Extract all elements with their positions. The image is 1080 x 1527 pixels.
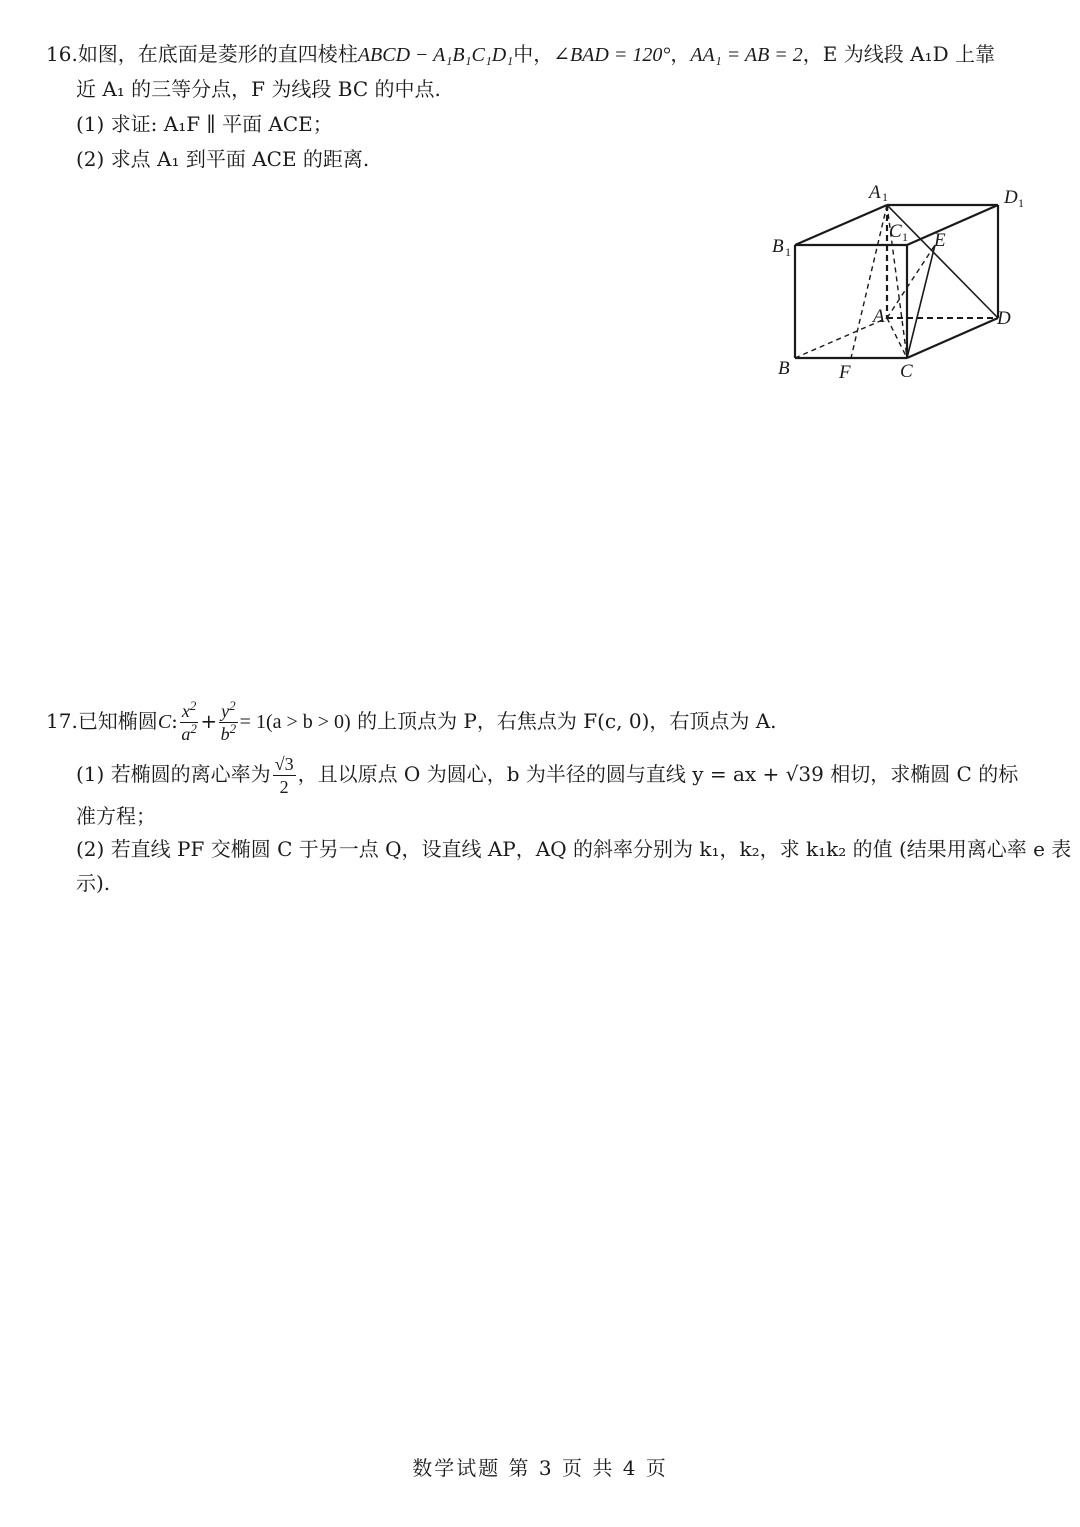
problem-17-part-2-text-b: 示). <box>76 871 111 895</box>
problem-16-part-1-text: (1) 求证: A₁F ∥ 平面 ACE； <box>76 112 333 136</box>
label-b: B <box>778 358 790 379</box>
label-c1: C <box>889 221 902 242</box>
problem-17-number: 17. <box>46 709 78 733</box>
segment-a1-d <box>887 205 998 318</box>
problem-16-stem-line-2: 近 A₁ 的三等分点，F 为线段 BC 的中点. <box>76 77 441 101</box>
problem-17-line-1: 17.已知椭圆C: $\frac{x^2}{a^2}$ + $\frac{y^2}{b^2}$ = 1(a > b > 0) 的上顶点为 P，右焦点为 F(c, 0)，右顶点为 A. <box>46 698 777 744</box>
problem-17-part-1-line-1 <box>76 750 1018 798</box>
page-footer: 数学试题 第 3 页 共 4 页 <box>412 1456 668 1480</box>
problem-16-line-2 <box>76 77 441 101</box>
label-c1-sub: 1 <box>902 230 908 244</box>
label-d: D <box>997 308 1011 329</box>
segment-a-e <box>887 245 935 318</box>
problem-16-number: 16. <box>46 42 78 66</box>
length-condition: AA₁ = AB = 2 <box>690 44 803 66</box>
edge-c-d <box>907 318 998 358</box>
ellipse-name: C <box>157 711 172 733</box>
angle-condition: ∠BAD = 120° <box>553 44 671 66</box>
problem-17-part-1-text-c: 准方程； <box>76 804 156 828</box>
problem-16-part-1 <box>76 112 333 136</box>
problem-16-line-1: 16.如图，在底面是菱形的直四棱柱ABCD − A₁B₁C₁D₁中，∠BAD = 120°，AA₁ = AB = 2，E 为线段 A₁D 上靠 <box>46 42 995 66</box>
problem-17-part-1-line-2 <box>76 804 156 828</box>
y-term-fraction: $\frac{y^2}{b^2}$ <box>220 698 237 744</box>
problem-16-stem-text-3: E 为线段 A₁D 上靠 <box>822 42 995 66</box>
label-a: A <box>873 306 885 327</box>
eccentricity-numerator: √3 <box>274 754 294 774</box>
edge-b1-a1 <box>795 205 887 245</box>
problem-16-part-2-text: (2) 求点 A₁ 到平面 ACE 的距离. <box>76 147 370 171</box>
label-d1: D <box>1004 187 1018 208</box>
problem-16-part-2 <box>76 147 369 171</box>
prism-figure <box>770 178 1040 388</box>
problem-17-stem-text-2: 的上顶点为 P，右焦点为 F(c, 0)，右顶点为 A. <box>357 709 777 733</box>
label-e: E <box>934 230 946 251</box>
equation-tail: = 1(a > b > 0) <box>239 711 351 733</box>
problem-17-part-1-text-b: ，且以原点 O 为圆心，b 为半径的圆与直线 y = ax + √39 相切，求椭圆 C 的标 <box>297 762 1019 786</box>
prism-name: ABCD − A₁B₁C₁D₁ <box>357 44 514 66</box>
problem-17-part-2-line-2 <box>76 871 110 895</box>
problem-17-part-2-line-1 <box>76 837 1071 861</box>
segment-a-c <box>887 318 907 358</box>
label-a1: A <box>869 182 881 203</box>
problem-17-stem-text: 已知椭圆 <box>77 709 158 733</box>
problem-16-stem-text: 如图，在底面是菱形的直四棱柱 <box>77 42 358 66</box>
label-b1: B <box>772 236 784 257</box>
problem-17-part-2-text-a: (2) 若直线 PF 交椭圆 C 于另一点 Q，设直线 AP，AQ 的斜率分别为 k₁，k₂，求 k₁k₂ 的值 (结果用离心率 e 表 <box>76 837 1072 861</box>
segment-a1-f <box>851 205 887 358</box>
label-b1-sub: 1 <box>785 245 791 259</box>
eccentricity-fraction <box>273 753 296 798</box>
label-f: F <box>839 362 851 383</box>
x-term-fraction: $\frac{x^2}{a^2}$ <box>181 698 197 744</box>
label-c: C <box>900 361 913 382</box>
problem-17-part-1-text-a: (1) 若椭圆的离心率为 <box>76 762 271 786</box>
label-d1-sub: 1 <box>1018 196 1024 210</box>
segment-c-e <box>907 245 935 358</box>
problem-16-stem-text-2: 中， <box>513 42 554 66</box>
label-a1-sub: 1 <box>882 190 888 204</box>
eccentricity-denominator: 2 <box>279 777 289 797</box>
